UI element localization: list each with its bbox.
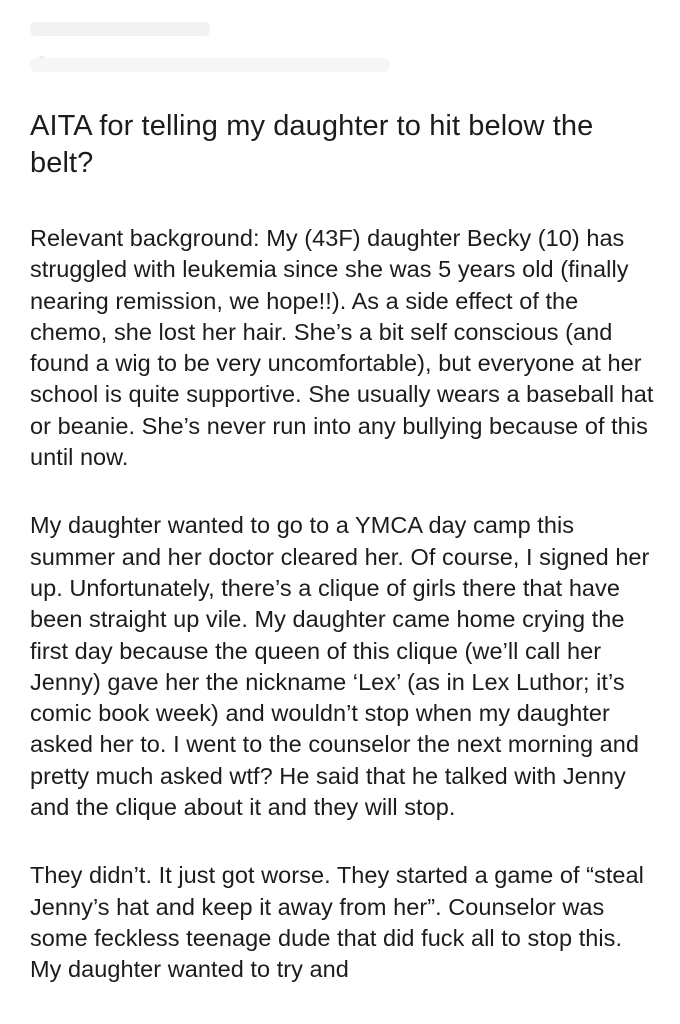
post-paragraph: Relevant background: My (43F) daughter Becky (10) has struggled with leukemia since she was 5 years old (finally nearing remission, we hope!!). As a side effect of the chemo, she lost her hair. She’s a bit self conscious (and found a wig to be very uncomfortable), but everyone at her school is quite supportive. She usually wears a baseball hat or beanie. She’s never run into any bullying because of this until now.	[30, 225, 654, 471]
post-title: AITA for telling my daughter to hit below the belt?	[30, 110, 594, 179]
post-paragraph: My daughter wanted to go to a YMCA day camp this summer and her doctor cleared her. Of course, I signed her up. Unfortunately, there’s a clique of girls there that have been straight up vile. My daughter came home crying the first day because the queen of this clique (we’ll call her Jenny) gave her the nickname ‘Lex’ (as in Lex Luthor; it’s comic book week) and wouldn’t stop when my daughter asked her to. I went to the counselor the next morning and pretty much asked wtf? He said that he talked with Jenny and the clique about it and they will stop.	[30, 512, 650, 821]
faded-header-line	[30, 22, 210, 36]
post-body	[30, 223, 660, 986]
faded-header-line	[30, 58, 390, 72]
faded-header	[0, 0, 680, 95]
post-paragraph: They didn’t. It just got worse. They started a game of “steal Jenny’s hat and keep it away from her”. Counselor was some feckless teenage dude that did fuck all to stop this. My daughter wanted to try and	[30, 862, 644, 983]
post	[30, 108, 660, 1023]
